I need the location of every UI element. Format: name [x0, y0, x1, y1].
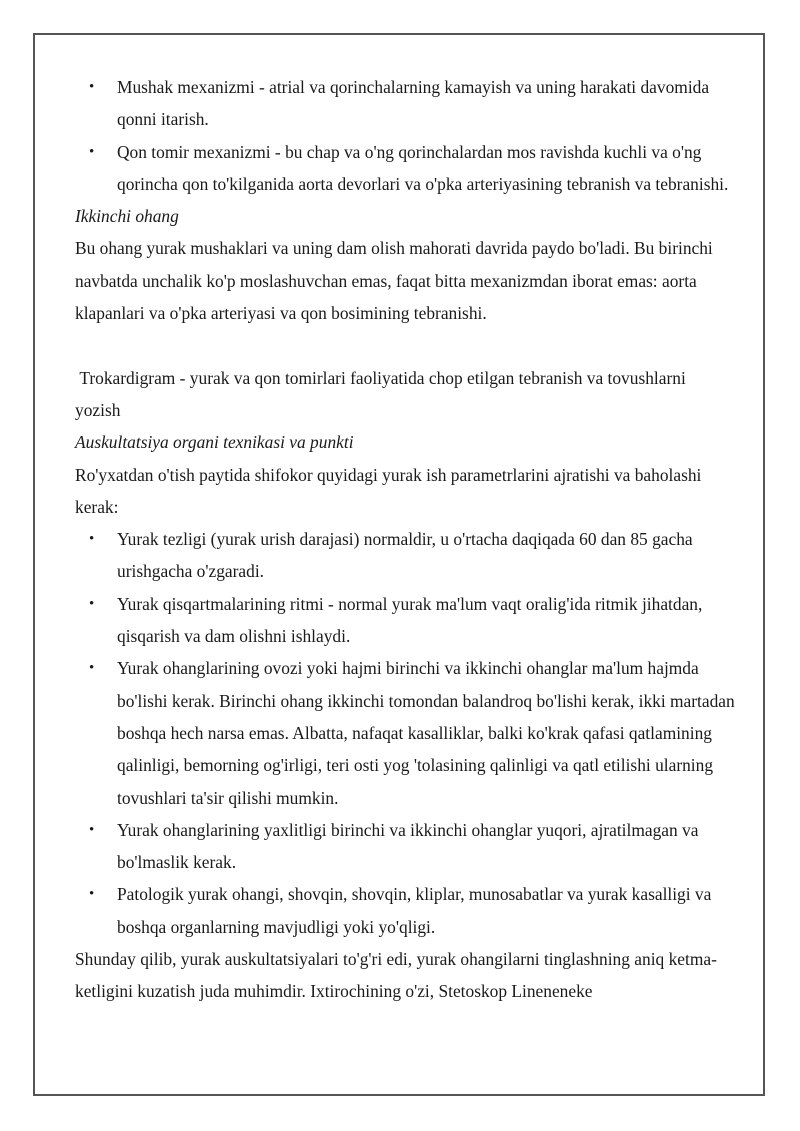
list-item: • Mushak mexanizmi - atrial va qorinchalarning kamayish va uning harakati davomida qonni itarish. — [75, 71, 735, 136]
list-item: • Yurak tezligi (yurak urish darajasi) normaldir, u o'rtacha daqiqada 60 dan 85 gacha urishgacha o'zgaradi. — [75, 523, 735, 588]
list-item: • Qon tomir mexanizmi - bu chap va o'ng qorinchalardan mos ravishda kuchli va o'ng qorincha qon to'kilganida aorta devorlari va o'pka arteriyasining tebranish va tebranishi. — [75, 136, 735, 201]
section-heading-auscultation: Auskultatsiya organi texnikasi va punkti — [75, 432, 354, 453]
spacer — [75, 329, 735, 361]
paragraph-conclusion: Shunday qilib, yurak auskultatsiyalari to'g'ri edi, yurak ohangilarni tinglashning aniq ketma-ketligini kuzatish juda muhimdir. Ixtirochining o'zi, Stetoskop Lineneneke — [75, 949, 717, 1002]
parameters-list — [75, 523, 735, 943]
paragraph-registration: Ro'yxatdan o'tish paytida shifokor quyidagi yurak ish parametrlarini ajratishi va baholashi kerak: — [75, 464, 702, 517]
document-body — [75, 71, 735, 1008]
list-item: • Patologik yurak ohangi, shovqin, shovqin, kliplar, munosabatlar va yurak kasalligi va boshqa organlarning mavjudligi yoki yo'qligi. — [75, 878, 735, 943]
list-item: • Yurak ohanglarining yaxlitligi birinchi va ikkinchi ohanglar yuqori, ajratilmagan va bo'lmaslik kerak. — [75, 814, 735, 879]
list-item: • Yurak ohanglarining ovozi yoki hajmi birinchi va ikkinchi ohanglar ma'lum hajmda bo'lishi kerak. Birinchi ohang ikkinchi tomondan balandroq bo'lishi kerak, ikki martadan boshqa hech narsa emas. Albatta, nafaqat kasalliklar, balki ko'krak qafasi qatlamining qalinligi, bemorning og'irligi, teri osti yog 'tolasining qalinligi va qatl etilishi ularning tovushlari ta'sir qilishi mumkin. — [75, 652, 735, 813]
section-heading-second-tone: Ikkinchi ohang — [75, 206, 179, 227]
paragraph-second-tone: Bu ohang yurak mushaklari va uning dam olish mahorati davrida paydo bo'ladi. Bu birinchi navbatda unchalik ko'p moslashuvchan emas, faqat bitta mexanizmdan iborat emas: aorta klapanlari va o'pka arteriyasi va qon bosimining tebranishi. — [75, 238, 713, 324]
paragraph-trokardigram: Trokardigram - yurak va qon tomirlari faoliyatida chop etilgan tebranish va tovushlarni yozish — [75, 367, 691, 420]
mechanism-list — [75, 71, 735, 200]
list-item: • Yurak qisqartmalarining ritmi - normal yurak ma'lum vaqt oralig'ida ritmik jihatdan, qisqarish va dam olishni ishlaydi. — [75, 588, 735, 653]
